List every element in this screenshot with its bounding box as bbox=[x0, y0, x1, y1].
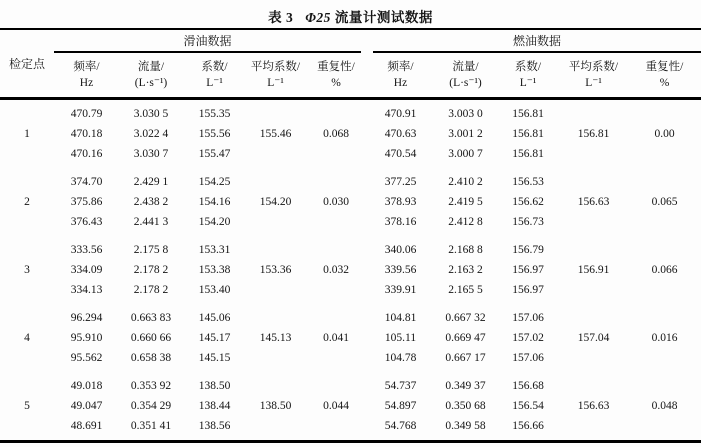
lube-coefficient-value: 138.50 bbox=[198, 380, 231, 392]
lube-flow-value: 0.658 38 bbox=[130, 352, 172, 364]
point-group bbox=[0, 236, 701, 304]
fuel-flow-value: 0.349 37 bbox=[445, 380, 486, 392]
fuel-frequency-value: 54.897 bbox=[384, 400, 417, 412]
header-line2: (L·s⁻¹) bbox=[449, 76, 482, 89]
fuel-repeatability-value: 0.00 bbox=[654, 128, 675, 140]
fuel-frequency-value: 104.78 bbox=[384, 352, 417, 364]
lube-coefficient-value: 155.47 bbox=[198, 148, 231, 160]
fuel-frequency-value: 54.737 bbox=[384, 380, 417, 392]
header-line2: % bbox=[331, 76, 341, 89]
fuel-flow-value: 0.667 17 bbox=[445, 352, 486, 364]
fuel-flow-value: 2.419 5 bbox=[448, 196, 483, 208]
header-line2: L⁻¹ bbox=[206, 76, 223, 89]
fuel-frequency-value: 104.81 bbox=[384, 312, 417, 324]
lube-flow-value: 2.175 8 bbox=[133, 244, 169, 256]
lube-flow-value: 0.663 83 bbox=[130, 312, 172, 324]
point-id: 1 bbox=[24, 128, 30, 140]
fuel-repeatability-value: 0.048 bbox=[651, 400, 678, 412]
column-header-lube-coefficient bbox=[183, 53, 246, 97]
fuel-repeatability-value: 0.016 bbox=[651, 332, 678, 344]
header-line1: 系数/ bbox=[514, 60, 542, 73]
lube-frequency-value: 470.18 bbox=[70, 128, 103, 140]
lube-coefficient-value: 155.35 bbox=[198, 108, 231, 120]
fuel-flow-value: 0.350 68 bbox=[445, 400, 486, 412]
fuel-coefficient-value: 156.62 bbox=[512, 196, 544, 208]
lube-frequency-value: 95.910 bbox=[70, 332, 103, 344]
lube-flow-value: 2.429 1 bbox=[133, 176, 169, 188]
fuel-frequency-value: 378.93 bbox=[384, 196, 417, 208]
header-line1: 频率/ bbox=[73, 60, 100, 73]
fuel-repeatability-value: 0.065 bbox=[651, 196, 678, 208]
lube-frequency-value: 333.56 bbox=[70, 244, 103, 256]
fuel-frequency-value: 470.91 bbox=[384, 108, 417, 120]
lube-frequency-value: 95.562 bbox=[70, 352, 103, 364]
fuel-frequency-value: 339.91 bbox=[384, 284, 417, 296]
bottom-rule bbox=[0, 440, 701, 443]
lube-frequency-value: 334.13 bbox=[70, 284, 103, 296]
point-id: 4 bbox=[24, 332, 30, 344]
fuel-flow-value: 3.003 0 bbox=[448, 108, 483, 120]
lube-flow-value: 0.354 29 bbox=[130, 400, 172, 412]
lube-flow-value: 2.438 2 bbox=[133, 196, 169, 208]
column-header-fuel-average-coefficient bbox=[559, 53, 628, 97]
fuel-average-coefficient-value: 157.04 bbox=[577, 332, 610, 344]
table-header bbox=[0, 30, 701, 97]
lube-flow-value: 0.353 92 bbox=[130, 380, 172, 392]
lube-average-coefficient-value: 155.46 bbox=[259, 128, 292, 140]
point-id: 3 bbox=[24, 264, 30, 276]
lube-coefficient-value: 153.31 bbox=[198, 244, 231, 256]
lube-repeatability-value: 0.044 bbox=[323, 400, 349, 412]
lube-frequency-value: 49.047 bbox=[70, 400, 103, 412]
fuel-frequency-value: 105.11 bbox=[384, 332, 417, 344]
fuel-coefficient-value: 157.06 bbox=[512, 312, 544, 324]
column-header-fuel-repeatability bbox=[628, 53, 701, 97]
lube-repeatability-value: 0.068 bbox=[323, 128, 349, 140]
lube-flow-value: 2.441 3 bbox=[133, 216, 169, 228]
point-id: 5 bbox=[24, 400, 30, 412]
fuel-coefficient-value: 157.06 bbox=[512, 352, 544, 364]
table-body bbox=[0, 100, 701, 440]
fuel-coefficient-value: 156.68 bbox=[512, 380, 544, 392]
lube-average-coefficient-value: 153.36 bbox=[259, 264, 292, 276]
fuel-coefficient-value: 156.97 bbox=[512, 264, 544, 276]
fuel-frequency-value: 340.06 bbox=[384, 244, 417, 256]
header-line2: (L·s⁻¹) bbox=[134, 76, 168, 89]
lube-average-coefficient-value: 145.13 bbox=[259, 332, 292, 344]
header-line2: Hz bbox=[393, 76, 408, 89]
lube-coefficient-value: 145.06 bbox=[198, 312, 231, 324]
header-line1: 平均系数/ bbox=[250, 60, 301, 73]
header-line1: 流量/ bbox=[137, 60, 165, 73]
table-title-phi: Φ25 bbox=[305, 10, 331, 25]
fuel-coefficient-value: 156.73 bbox=[512, 216, 544, 228]
lube-coefficient-value: 145.17 bbox=[198, 332, 231, 344]
column-header-fuel-frequency bbox=[367, 53, 434, 97]
lube-average-coefficient-value: 154.20 bbox=[259, 196, 292, 208]
lube-frequency-value: 49.018 bbox=[70, 380, 103, 392]
fuel-average-coefficient-value: 156.63 bbox=[577, 196, 610, 208]
header-line2: L⁻¹ bbox=[267, 76, 284, 89]
group-header-lube-oil: 滑油数据 bbox=[54, 30, 361, 53]
column-header-fuel-coefficient bbox=[497, 53, 559, 97]
column-header-lube-frequency bbox=[54, 53, 119, 97]
fuel-flow-value: 3.001 2 bbox=[448, 128, 483, 140]
point-group bbox=[0, 304, 701, 372]
header-line1: 重复性/ bbox=[317, 60, 355, 73]
lube-coefficient-value: 138.56 bbox=[198, 420, 231, 432]
lube-coefficient-value: 154.25 bbox=[198, 176, 231, 188]
fuel-flow-value: 2.168 8 bbox=[448, 244, 483, 256]
point-id: 2 bbox=[24, 196, 30, 208]
fuel-flow-value: 3.000 7 bbox=[448, 148, 483, 160]
table-number: 表 3 bbox=[268, 10, 294, 25]
fuel-coefficient-value: 156.66 bbox=[512, 420, 544, 432]
lube-coefficient-value: 155.56 bbox=[198, 128, 231, 140]
fuel-flow-value: 0.349 58 bbox=[445, 420, 486, 432]
fuel-flow-value: 2.163 2 bbox=[448, 264, 483, 276]
lube-flow-value: 2.178 2 bbox=[133, 264, 169, 276]
fuel-frequency-value: 54.768 bbox=[384, 420, 417, 432]
lube-flow-value: 2.178 2 bbox=[133, 284, 169, 296]
lube-frequency-value: 470.79 bbox=[70, 108, 103, 120]
point-group bbox=[0, 168, 701, 236]
point-group bbox=[0, 372, 701, 440]
column-header-fuel-flow bbox=[434, 53, 497, 97]
header-line1: 平均系数/ bbox=[568, 60, 619, 73]
fuel-frequency-value: 377.25 bbox=[384, 176, 417, 188]
lube-coefficient-value: 153.40 bbox=[198, 284, 231, 296]
fuel-flow-value: 2.165 5 bbox=[448, 284, 483, 296]
lube-repeatability-value: 0.030 bbox=[323, 196, 349, 208]
header-line2: L⁻¹ bbox=[585, 76, 602, 89]
lube-coefficient-value: 154.16 bbox=[198, 196, 231, 208]
lube-coefficient-value: 154.20 bbox=[198, 216, 231, 228]
fuel-coefficient-value: 156.81 bbox=[512, 108, 544, 120]
lube-flow-value: 3.030 5 bbox=[133, 108, 169, 120]
table-title-text: 流量计测试数据 bbox=[334, 10, 433, 25]
table-title bbox=[0, 0, 701, 26]
fuel-flow-value: 0.667 32 bbox=[445, 312, 486, 324]
fuel-average-coefficient-value: 156.81 bbox=[577, 128, 610, 140]
lube-flow-value: 3.022 4 bbox=[133, 128, 169, 140]
lube-frequency-value: 470.16 bbox=[70, 148, 103, 160]
fuel-coefficient-value: 156.54 bbox=[512, 400, 544, 412]
header-line1: 重复性/ bbox=[645, 60, 684, 73]
lube-frequency-value: 96.294 bbox=[70, 312, 103, 324]
lube-flow-value: 0.660 66 bbox=[130, 332, 172, 344]
lube-frequency-value: 334.09 bbox=[70, 264, 103, 276]
fuel-flow-value: 2.412 8 bbox=[448, 216, 483, 228]
lube-repeatability-value: 0.041 bbox=[323, 332, 349, 344]
lube-flow-value: 3.030 7 bbox=[133, 148, 169, 160]
lube-average-coefficient-value: 138.50 bbox=[259, 400, 292, 412]
header-line2: % bbox=[659, 76, 670, 89]
fuel-coefficient-value: 156.79 bbox=[512, 244, 544, 256]
column-header-point: 检定点 bbox=[8, 57, 45, 71]
fuel-frequency-value: 378.16 bbox=[384, 216, 417, 228]
lube-frequency-value: 374.70 bbox=[70, 176, 103, 188]
lube-coefficient-value: 145.15 bbox=[198, 352, 231, 364]
fuel-frequency-value: 339.56 bbox=[384, 264, 417, 276]
fuel-repeatability-value: 0.066 bbox=[651, 264, 678, 276]
column-header-lube-average-coefficient bbox=[246, 53, 305, 97]
column-header-lube-repeatability bbox=[305, 53, 367, 97]
lube-coefficient-value: 153.38 bbox=[198, 264, 231, 276]
lube-frequency-value: 376.43 bbox=[70, 216, 103, 228]
fuel-flow-value: 2.410 2 bbox=[448, 176, 483, 188]
header-line1: 频率/ bbox=[387, 60, 414, 73]
fuel-coefficient-value: 156.81 bbox=[512, 128, 544, 140]
lube-frequency-value: 48.691 bbox=[70, 420, 103, 432]
lube-coefficient-value: 138.44 bbox=[198, 400, 231, 412]
fuel-average-coefficient-value: 156.63 bbox=[577, 400, 610, 412]
fuel-flow-value: 0.669 47 bbox=[445, 332, 486, 344]
fuel-frequency-value: 470.54 bbox=[384, 148, 417, 160]
lube-flow-value: 0.351 41 bbox=[130, 420, 172, 432]
header-line1: 流量/ bbox=[452, 60, 479, 73]
fuel-coefficient-value: 156.81 bbox=[512, 148, 544, 160]
fuel-coefficient-value: 156.53 bbox=[512, 176, 544, 188]
group-header-fuel-oil: 燃油数据 bbox=[373, 30, 701, 53]
header-line2: Hz bbox=[79, 76, 94, 89]
fuel-coefficient-value: 156.97 bbox=[512, 284, 544, 296]
column-header-lube-flow bbox=[119, 53, 183, 97]
point-group bbox=[0, 100, 701, 168]
lube-repeatability-value: 0.032 bbox=[323, 264, 349, 276]
fuel-coefficient-value: 157.02 bbox=[512, 332, 544, 344]
lube-frequency-value: 375.86 bbox=[70, 196, 103, 208]
fuel-frequency-value: 470.63 bbox=[384, 128, 417, 140]
header-line2: L⁻¹ bbox=[519, 76, 537, 89]
header-line1: 系数/ bbox=[201, 60, 228, 73]
fuel-average-coefficient-value: 156.91 bbox=[577, 264, 610, 276]
